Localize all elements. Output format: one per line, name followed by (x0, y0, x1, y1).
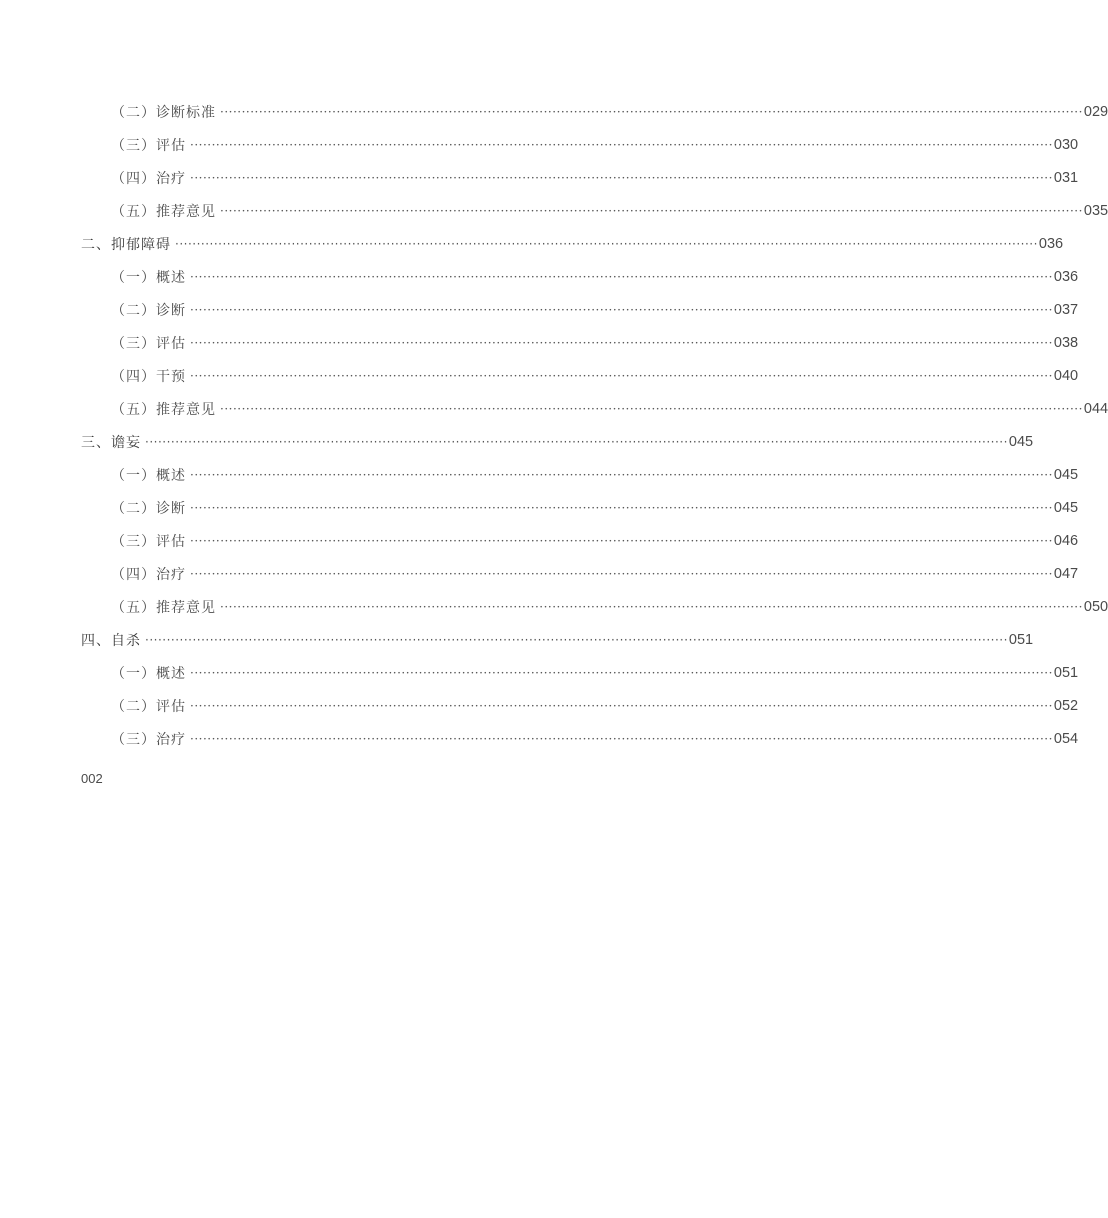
toc-entry-row (111, 663, 1079, 683)
toc-entry-label: （二）评估 (111, 698, 186, 715)
toc-entry-label: （二）诊断 (111, 302, 186, 319)
toc-entry-label: （三）评估 (111, 533, 186, 550)
toc-section-entry[interactable] (0, 524, 1079, 557)
toc-section-entry[interactable] (0, 194, 1108, 227)
toc-chapter-entry[interactable] (0, 623, 1034, 656)
dot-leader: ········································································································································································································ (145, 434, 1008, 449)
dot-leader: ········································································································································································································ (190, 533, 1053, 548)
toc-section-entry[interactable] (0, 722, 1079, 755)
dot-leader: ········································································································································································································ (190, 467, 1053, 482)
toc-entry-page: 036 (1038, 235, 1064, 252)
toc-chapter-entry[interactable] (0, 425, 1034, 458)
toc-entry-page: 044 (1083, 400, 1108, 417)
dot-leader: ········································································································································································································ (190, 731, 1053, 746)
toc-entry-label: （五）推荐意见 (111, 401, 216, 418)
toc-entry-page: 047 (1053, 565, 1079, 582)
toc-entry-label: （四）干预 (111, 368, 186, 385)
toc-entry-label: （二）诊断标准 (111, 104, 216, 121)
toc-entry-label: （四）治疗 (111, 566, 186, 583)
toc-entry-label: （二）诊断 (111, 500, 186, 517)
table-of-contents (0, 95, 1108, 755)
toc-section-entry[interactable] (0, 689, 1079, 722)
toc-section-entry[interactable] (0, 590, 1108, 623)
toc-entry-label: （一）概述 (111, 665, 186, 682)
toc-entry-row (111, 465, 1079, 485)
toc-entry-row (111, 168, 1079, 188)
toc-entry-page: 054 (1053, 730, 1079, 747)
toc-entry-page: 045 (1008, 433, 1034, 450)
toc-entry-label: （一）概述 (111, 269, 186, 286)
dot-leader: ········································································································································································································ (220, 203, 1083, 218)
toc-section-entry[interactable] (0, 326, 1079, 359)
toc-entry-label: 四、自杀 (81, 632, 141, 649)
dot-leader: ········································································································································································································ (190, 698, 1053, 713)
dot-leader: ········································································································································································································ (220, 104, 1083, 119)
dot-leader: ········································································································································································································ (175, 236, 1038, 251)
toc-entry-page: 030 (1053, 136, 1079, 153)
toc-entry-label: （五）推荐意见 (111, 599, 216, 616)
toc-entry-page: 036 (1053, 268, 1079, 285)
dot-leader: ········································································································································································································ (145, 632, 1008, 647)
toc-entry-page: 051 (1008, 631, 1034, 648)
toc-section-entry[interactable] (0, 359, 1079, 392)
toc-entry-row (111, 333, 1079, 353)
toc-entry-row (111, 498, 1079, 518)
toc-entry-page: 037 (1053, 301, 1079, 318)
toc-entry-row (111, 597, 1108, 617)
dot-leader: ········································································································································································································ (190, 269, 1053, 284)
toc-section-entry[interactable] (0, 260, 1079, 293)
toc-chapter-entry[interactable] (0, 227, 1064, 260)
dot-leader: ········································································································································································································ (220, 599, 1083, 614)
dot-leader: ········································································································································································································ (190, 368, 1053, 383)
toc-entry-row (111, 531, 1079, 551)
toc-section-entry[interactable] (0, 458, 1079, 491)
toc-entry-row (111, 564, 1079, 584)
toc-entry-row (81, 432, 1034, 452)
toc-entry-label: （一）概述 (111, 467, 186, 484)
toc-entry-row (111, 135, 1079, 155)
toc-entry-label: （三）评估 (111, 137, 186, 154)
toc-section-entry[interactable] (0, 128, 1079, 161)
toc-section-entry[interactable] (0, 557, 1079, 590)
dot-leader: ········································································································································································································ (190, 500, 1053, 515)
dot-leader: ········································································································································································································ (190, 335, 1053, 350)
toc-entry-label: 三、谵妄 (81, 434, 141, 451)
toc-section-entry[interactable] (0, 293, 1079, 326)
toc-section-entry[interactable] (0, 491, 1079, 524)
toc-entry-label: （三）治疗 (111, 731, 186, 748)
toc-entry-row (111, 696, 1079, 716)
toc-section-entry[interactable] (0, 656, 1079, 689)
toc-entry-page: 038 (1053, 334, 1079, 351)
toc-entry-page: 050 (1083, 598, 1108, 615)
page-number: 002 (81, 771, 103, 786)
toc-entry-row (111, 729, 1079, 749)
toc-entry-row (111, 366, 1079, 386)
toc-entry-page: 052 (1053, 697, 1079, 714)
dot-leader: ········································································································································································································ (190, 137, 1053, 152)
toc-section-entry[interactable] (0, 95, 1108, 128)
toc-entry-label: （四）治疗 (111, 170, 186, 187)
toc-entry-label: （三）评估 (111, 335, 186, 352)
toc-entry-row (111, 201, 1108, 221)
toc-entry-page: 046 (1053, 532, 1079, 549)
dot-leader: ········································································································································································································ (190, 665, 1053, 680)
toc-entry-page: 029 (1083, 103, 1108, 120)
dot-leader: ········································································································································································································ (190, 170, 1053, 185)
toc-entry-row (111, 300, 1079, 320)
toc-entry-page: 040 (1053, 367, 1079, 384)
toc-entry-label: （五）推荐意见 (111, 203, 216, 220)
toc-entry-label: 二、抑郁障碍 (81, 236, 171, 253)
dot-leader: ········································································································································································································ (220, 401, 1083, 416)
dot-leader: ········································································································································································································ (190, 566, 1053, 581)
toc-entry-row (111, 102, 1108, 122)
toc-entry-page: 045 (1053, 466, 1079, 483)
toc-entry-row (81, 234, 1064, 254)
toc-entry-row (111, 267, 1079, 287)
toc-entry-page: 045 (1053, 499, 1079, 516)
toc-entry-row (81, 630, 1034, 650)
toc-section-entry[interactable] (0, 161, 1079, 194)
toc-entry-page: 051 (1053, 664, 1079, 681)
toc-entry-page: 035 (1083, 202, 1108, 219)
toc-entry-page: 031 (1053, 169, 1079, 186)
toc-entry-row (111, 399, 1108, 419)
toc-section-entry[interactable] (0, 392, 1108, 425)
dot-leader: ········································································································································································································ (190, 302, 1053, 317)
